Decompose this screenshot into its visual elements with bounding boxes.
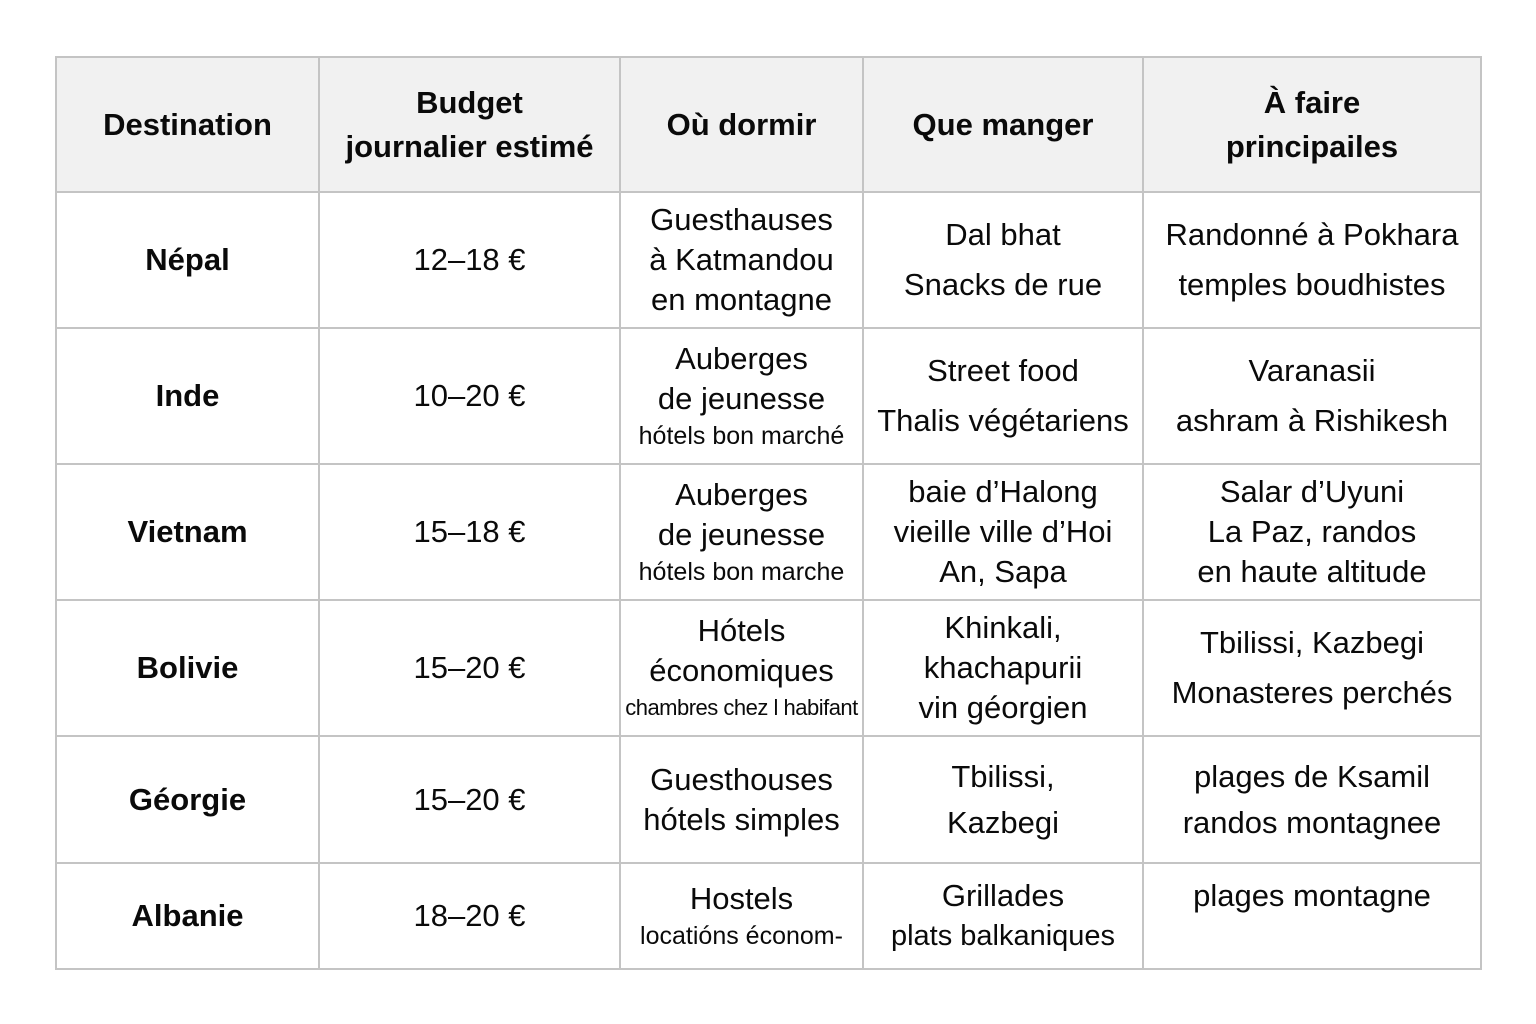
budget-cell: 12–18 € — [319, 192, 620, 328]
cell-line: Randonné à Pokhara — [1165, 217, 1459, 252]
table-row — [56, 736, 1481, 863]
budget-cell: 15–20 € — [319, 736, 620, 863]
manger-cell — [863, 736, 1143, 863]
header-budget — [319, 57, 620, 192]
cell-line: plages montagne — [1193, 878, 1431, 913]
cell-line: économiques — [649, 653, 834, 688]
cell-line: Varanasii — [1248, 353, 1376, 388]
header-dormir — [620, 57, 863, 192]
cell-line: en haute altitude — [1197, 554, 1427, 589]
budget-cell: 15–20 € — [319, 600, 620, 736]
cell-line: Street food — [927, 353, 1079, 388]
dormir-cell — [620, 328, 863, 464]
cell-line: baie d’Halong — [908, 474, 1098, 509]
cell-line: Tbilissi, — [951, 758, 1055, 794]
cell-line: ashram à Rishikesh — [1175, 403, 1449, 438]
cell-line: plats balkaniques — [890, 920, 1116, 952]
header-label: journalier estimé — [345, 128, 594, 164]
cell-line: Dal bhat — [945, 217, 1061, 252]
travel-budget-table-container — [55, 56, 1480, 970]
dormir-cell — [620, 863, 863, 969]
header-row — [56, 57, 1481, 192]
table-row — [56, 328, 1481, 464]
cell-line: La Paz, randos — [1207, 514, 1417, 549]
cell-line: plages de Ksamil — [1193, 758, 1431, 794]
cell-line: hótels simples — [643, 801, 840, 837]
cell-line: An, Sapa — [939, 554, 1067, 589]
cell-line: hótels bon marché — [638, 422, 845, 450]
header-manger — [863, 57, 1143, 192]
manger-cell — [863, 192, 1143, 328]
dormir-cell — [620, 600, 863, 736]
table-row — [56, 863, 1481, 969]
cell-line: locatións économ- — [640, 922, 843, 950]
cell-line: Kazbegi — [946, 804, 1060, 840]
destination-cell: Inde — [56, 328, 319, 464]
header-label: Destination — [103, 106, 272, 142]
cell-line: Khinkali, — [944, 610, 1062, 645]
header-label: Que manger — [912, 106, 1094, 142]
table-row — [56, 600, 1481, 736]
faire-cell — [1143, 328, 1481, 464]
header-label: Où dormir — [666, 106, 817, 142]
cell-line: Auberges — [675, 341, 808, 376]
table-row — [56, 464, 1481, 600]
cell-line: vieille ville d’Hoi — [893, 514, 1113, 549]
header-faire — [1143, 57, 1481, 192]
manger-cell — [863, 328, 1143, 464]
dormir-cell — [620, 192, 863, 328]
manger-cell — [863, 600, 1143, 736]
cell-line: Monasteres perchés — [1171, 675, 1453, 710]
destination-cell: Népal — [56, 192, 319, 328]
cell-line: Snacks de rue — [903, 267, 1103, 302]
table-row — [56, 192, 1481, 328]
cell-line: Grillades — [941, 878, 1065, 913]
cell-line: Salar d’Uyuni — [1219, 474, 1405, 509]
cell-line: de jeunesse — [657, 517, 826, 552]
cell-line: Hostels — [689, 881, 794, 916]
budget-cell: 15–18 € — [319, 464, 620, 600]
header-label: À faire — [1263, 84, 1361, 120]
cell-line: en montagne — [651, 282, 832, 317]
cell-line: à Katmandou — [649, 242, 834, 277]
faire-cell — [1143, 600, 1481, 736]
faire-cell — [1143, 736, 1481, 863]
travel-budget-table — [55, 56, 1482, 970]
manger-cell — [863, 863, 1143, 969]
faire-cell — [1143, 863, 1481, 969]
faire-cell — [1143, 192, 1481, 328]
cell-line: Thalis végétariens — [877, 403, 1129, 438]
cell-line: Tbilissi, Kazbegi — [1200, 625, 1424, 660]
budget-cell: 10–20 € — [319, 328, 620, 464]
cell-line: temples boudhistes — [1178, 267, 1446, 302]
dormir-cell — [620, 464, 863, 600]
destination-cell: Géorgie — [56, 736, 319, 863]
header-destination — [56, 57, 319, 192]
manger-cell — [863, 464, 1143, 600]
cell-line: randos montagnee — [1182, 804, 1442, 840]
cell-line: khachapurii — [923, 650, 1083, 685]
cell-line: Auberges — [675, 477, 808, 512]
cell-line: chambres chez l habifant — [625, 695, 858, 720]
cell-line: vin géorgien — [918, 690, 1088, 725]
header-label: principailes — [1225, 128, 1399, 164]
cell-line: Guesthauses — [650, 202, 833, 237]
destination-cell: Albanie — [56, 863, 319, 969]
destination-cell: Bolivie — [56, 600, 319, 736]
cell-line: Hótels — [697, 613, 786, 648]
cell-line: Guesthouses — [650, 761, 833, 797]
dormir-cell — [620, 736, 863, 863]
budget-cell: 18–20 € — [319, 863, 620, 969]
faire-cell — [1143, 464, 1481, 600]
header-label: Budget — [416, 84, 523, 120]
cell-line: de jeunesse — [657, 381, 826, 416]
destination-cell: Vietnam — [56, 464, 319, 600]
cell-line: hótels bon marche — [638, 558, 845, 586]
